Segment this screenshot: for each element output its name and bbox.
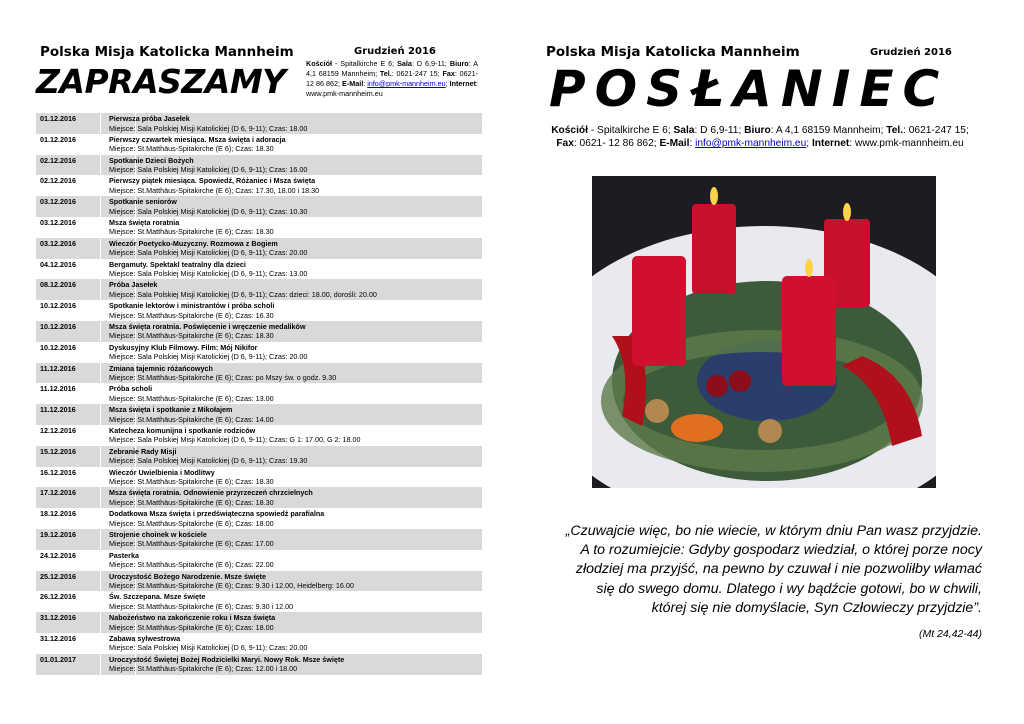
event-place-time: Miejsce: St.Matthäus-Spitakirche (E 6); Czas: 18.30 [109, 477, 274, 487]
label-kosciol-r: Kościół [551, 125, 588, 136]
walnut-1 [645, 399, 669, 423]
ornament-2 [729, 370, 751, 392]
schedule-row [36, 113, 482, 134]
schedule-row [36, 383, 482, 404]
advent-wreath-photo [592, 176, 936, 488]
left-heading: ZAPRASZAMY [36, 62, 286, 101]
schedule-row [36, 155, 482, 176]
event-title: Strojenie choinek w kościele [109, 529, 207, 539]
left-month: Grudzień 2016 [354, 46, 436, 57]
event-place-time: Miejsce: Sala Polskiej Misji Katolickiej (D 6, 9-11); Czas: 10.30 [109, 206, 308, 216]
schedule-row [36, 633, 482, 654]
event-place-time: Miejsce: St.Matthäus-Spitakirche (E 6); Czas: 17.00 [109, 539, 274, 549]
schedule-row [36, 300, 482, 321]
walnut-2 [758, 419, 782, 443]
event-date: 02.12.2016 [40, 176, 76, 186]
event-place-time: Miejsce: Sala Polskiej Misji Katolickiej (D 6, 9-11); Czas: 16.00 [109, 165, 308, 175]
event-place-time: Miejsce: St.Matthäus-Spitakirche (E 6); Czas: po Mszy św. o godz. 9.30 [109, 373, 337, 383]
event-date: 02.12.2016 [40, 155, 76, 165]
schedule-row [36, 529, 482, 550]
event-date: 08.12.2016 [40, 280, 76, 290]
label-email-r: E-Mail [659, 138, 690, 149]
event-place-time: Miejsce: St.Matthäus-Spitakirche (E 6); Czas: 18.30 [109, 227, 274, 237]
event-place-time: Miejsce: St.Matthäus-Spitakirche (E 6); Czas: 9.30 i 12.00 [109, 601, 294, 611]
event-title: Katecheza komunijna i spotkanie rodziców [109, 425, 256, 435]
event-title: Pierwszy czwartek miesiąca. Msza święta i adoracja [109, 134, 286, 144]
value-internet: : www.pmk-mannheim.eu [306, 79, 478, 98]
event-place-time: Miejsce: St.Matthäus-Spitakirche (E 6); Czas: 9.30 i 12.00, Heidelberg: 16.00 [109, 581, 354, 591]
schedule-row [36, 487, 482, 508]
event-place-time: Miejsce: Sala Polskiej Misji Katolickiej (D 6, 9-11); Czas: 20.00 [109, 643, 308, 653]
event-title: Wieczór Poetycko-Muzyczny. Rozmowa z Bogiem [109, 238, 278, 248]
value-internet-r: : www.pmk-mannheim.eu [849, 138, 964, 149]
event-date: 10.12.2016 [40, 342, 76, 352]
event-date: 25.12.2016 [40, 571, 76, 581]
bible-reference: (Mt 24,42-44) [918, 628, 982, 640]
event-date: 16.12.2016 [40, 467, 76, 477]
event-title: Dyskusyjny Klub Filmowy. Film: Mój Nikifor [109, 342, 258, 352]
candle-front-left [632, 256, 686, 366]
value-kosciol-r: - Spitalkirche E 6; [587, 125, 671, 136]
event-date: 03.12.2016 [40, 197, 76, 207]
flame-3 [805, 259, 813, 277]
event-place-time: Miejsce: Sala Polskiej Misji Katolickiej (D 6, 9-11); Czas: 19.30 [109, 456, 308, 466]
schedule-row [36, 259, 482, 280]
schedule-row [36, 279, 482, 300]
value-biuro: : A 4,1 68159 Mannheim; [306, 59, 478, 78]
ornament-1 [706, 375, 728, 397]
schedule-row [36, 425, 482, 446]
event-date: 19.12.2016 [40, 529, 76, 539]
value-fax: : 0621- 12 86 862; [306, 69, 478, 88]
event-place-time: Miejsce: St.Matthäus-Spitakirche (E 6); Czas: 18.00 [109, 622, 274, 632]
value-fax-r: : 0621- 12 86 862; [573, 138, 657, 149]
schedule-row [36, 321, 482, 342]
event-date: 31.12.2016 [40, 633, 76, 643]
event-date: 10.12.2016 [40, 301, 76, 311]
event-date: 17.12.2016 [40, 488, 76, 498]
candle-back-left [692, 204, 736, 294]
email-link-r[interactable]: info@pmk-mannheim.eu [695, 138, 807, 149]
event-place-time: Miejsce: Sala Polskiej Misji Katolickiej (D 6, 9-11); Czas: 20.00 [109, 352, 308, 362]
event-place-time: Miejsce: St.Matthäus-Spitakirche (E 6); Czas: 16.30 [109, 310, 274, 320]
schedule-row [36, 363, 482, 384]
left-contact-block: Kościół - Spitalkirche E 6; Sala: D 6,9-11; Biuro: A 4,1 68159 Mannheim; Tel.: 0621-247 15; Fax: 0621- 12 86 862; E-Mail: info@pmk-mannheim.eu; Internet: www.pmk-mannheim.eu [306, 59, 478, 98]
value-tel: : 0621-247 15; [391, 69, 440, 78]
label-internet: Internet [449, 79, 476, 88]
email-link[interactable]: info@pmk-mannheim.eu [367, 79, 446, 88]
event-title: Msza święta i spotkanie z Mikołajem [109, 405, 233, 415]
schedule-row [36, 238, 482, 259]
event-place-time: Miejsce: St.Matthäus-Spitakirche (E 6); Czas: 13.00 [109, 393, 274, 403]
event-title: Uroczystość Bożego Narodzenie. Msze święte [109, 571, 266, 581]
event-place-time: Miejsce: St.Matthäus-Spitakirche (E 6); Czas: 18.30 [109, 497, 274, 507]
event-date: 11.12.2016 [40, 384, 76, 394]
event-place-time: Miejsce: St.Matthäus-Spitakirche (E 6); Czas: 12.00 i 18.00 [109, 664, 298, 674]
event-place-time: Miejsce: Sala Polskiej Misji Katolickiej (D 6, 9-11); Czas: 20.00 [109, 248, 308, 258]
schedule-row [36, 342, 482, 363]
event-title: Dodatkowa Msza święta i przedświąteczna spowiedź parafialna [109, 509, 325, 519]
event-place-time: Miejsce: Sala Polskiej Misji Katolickiej (D 6, 9-11); Czas: 13.00 [109, 269, 308, 279]
event-title: Spotkanie Dzieci Bożych [109, 155, 194, 165]
event-date: 04.12.2016 [40, 259, 76, 269]
schedule-row [36, 550, 482, 571]
event-date: 11.12.2016 [40, 363, 76, 373]
event-date: 12.12.2016 [40, 425, 76, 435]
event-title: Św. Szczepana. Msze święte [109, 592, 206, 602]
event-title: Msza święta roratnia [109, 217, 180, 227]
event-title: Msza święta roratnia. Poświęcenie i wręczenie medalików [109, 321, 306, 331]
event-title: Próba scholi [109, 384, 153, 394]
event-date: 01.01.2017 [40, 654, 76, 664]
schedule-row [36, 508, 482, 529]
event-title: Pierwsza próba Jasełek [109, 114, 190, 123]
event-title: Bergamuty. Spektakl teatralny dla dzieci [109, 259, 246, 269]
event-title: Spotkanie seniorów [109, 197, 177, 207]
event-date: 03.12.2016 [40, 217, 76, 227]
event-title: Pierwszy piątek miesiąca. Spowiedź, Różaniec i Msza święta [109, 176, 316, 186]
bible-quote: „Czuwajcie więc, bo nie wiecie, w którym dniu Pan wasz przyjdzie. A to rozumiejcie: Gdyby gospodarz wiedział, o której porze nocy złodziej ma przyjść, na pewno by czuwał i nie pozwoliłby włamać się do swego domu. Dlatego i wy bądźcie gotowi, bo w chwili, której się nie domyślacie, Syn Człowieczy przyjdzie”. [565, 523, 982, 616]
schedule-row [36, 571, 482, 592]
event-title: Zabawa sylwestrowa [109, 633, 181, 643]
event-title: Nabożeństwo na zakończenie roku i Msza święta [109, 613, 276, 623]
label-internet-r: Internet [811, 138, 850, 149]
right-month: Grudzień 2016 [870, 47, 952, 58]
event-date: 18.12.2016 [40, 509, 76, 519]
event-date: 11.12.2016 [40, 405, 76, 415]
event-title: Zebranie Rady Misji [109, 446, 177, 456]
schedule-row [36, 591, 482, 612]
event-title: Zmiana tajemnic różańcowych [109, 363, 213, 373]
value-kosciol: - Spitalkirche E 6; [334, 59, 395, 68]
label-sala: Sala [397, 59, 412, 68]
event-date: 15.12.2016 [40, 446, 76, 456]
value-sala-r: : D 6,9-11; [694, 125, 742, 136]
label-tel: Tel. [379, 69, 392, 78]
schedule-row [36, 404, 482, 425]
label-sala-r: Sala [673, 125, 695, 136]
schedule-row [36, 196, 482, 217]
event-date: 26.12.2016 [40, 592, 76, 602]
event-date: 24.12.2016 [40, 550, 76, 560]
event-date: 01.12.2016 [40, 134, 76, 144]
schedule-row [36, 612, 482, 633]
event-title: Wieczór Uwielbienia i Modlitwy [109, 467, 215, 477]
event-place-time: Miejsce: Sala Polskiej Misji Katolickiej (D 6, 9-11); Czas: dzieci: 18.00, dorośli: 20.00 [109, 289, 377, 299]
event-date: 31.12.2016 [40, 613, 76, 623]
event-place-time: Miejsce: St.Matthäus-Spitakirche (E 6); Czas: 14.00 [109, 414, 274, 424]
label-email: E-Mail [342, 79, 364, 88]
event-title: Uroczystość Świętej Bożej Rodzicielki Maryi. Nowy Rok. Msze święte [109, 654, 345, 664]
right-contact-block: Kościół - Spitalkirche E 6; Sala: D 6,9-11; Biuro: A 4,1 68159 Mannheim; Tel.: 0621-247 15; Fax: 0621- 12 86 862; E-Mail: info@pmk-mannheim.eu; Internet: www.pmk-mannheim.eu [551, 125, 969, 149]
newsletter-title: POSŁANIEC [549, 60, 949, 118]
event-place-time: Miejsce: St.Matthäus-Spitakirche (E 6); Czas: 17.30, 18.00 i 18.30 [109, 185, 320, 195]
schedule-row [36, 175, 482, 196]
event-place-time: Miejsce: Sala Polskiej Misji Katolickiej (D 6, 9-11); Czas: 18.00 [109, 123, 308, 133]
event-schedule [36, 113, 482, 675]
flame-1 [710, 187, 718, 205]
label-tel-r: Tel. [886, 125, 904, 136]
flame-2 [843, 203, 851, 221]
schedule-row [36, 134, 482, 155]
event-title: Pasterka [109, 550, 139, 560]
event-place-time: Miejsce: St.Matthäus-Spitakirche (E 6); Czas: 22.00 [109, 560, 274, 570]
event-place-time: Miejsce: St.Matthäus-Spitakirche (E 6); Czas: 18.30 [109, 144, 274, 154]
event-date: 10.12.2016 [40, 321, 76, 331]
schedule-row [36, 467, 482, 488]
label-kosciol: Kościół [306, 59, 332, 68]
event-title: Msza święta roratnia. Odnowienie przyrzeczeń chrzcielnych [109, 488, 313, 498]
orange-slice [671, 414, 723, 442]
schedule-row [36, 217, 482, 238]
value-tel-r: : 0621-247 15; [903, 125, 969, 136]
right-org-name: Polska Misja Katolicka Mannheim [546, 44, 800, 60]
event-title: Spotkanie lektorów i ministrantów i próba scholi [109, 301, 275, 311]
label-biuro: Biuro [449, 59, 469, 68]
value-biuro-r: : A 4,1 68159 Mannheim; [770, 125, 884, 136]
candle-front-right [782, 276, 836, 386]
event-date: 01.12.2016 [40, 114, 76, 123]
left-org-name: Polska Misja Katolicka Mannheim [40, 44, 294, 60]
label-biuro-r: Biuro [744, 125, 771, 136]
event-place-time: Miejsce: St.Matthäus-Spitakirche (E 6); Czas: 18.00 [109, 518, 274, 528]
event-place-time: Miejsce: St.Matthäus-Spitakirche (E 6); Czas: 18.30 [109, 331, 274, 341]
event-date: 03.12.2016 [40, 238, 76, 248]
label-fax-r: Fax [556, 138, 574, 149]
event-place-time: Miejsce: Sala Polskiej Misji Katolickiej (D 6, 9-11); Czas: G 1: 17.00, G 2: 18.00 [109, 435, 361, 445]
schedule-row [36, 654, 482, 675]
schedule-row [36, 446, 482, 467]
event-title: Próba Jasełek [109, 280, 158, 290]
value-sala: : D 6,9-11; [411, 59, 447, 68]
label-fax: Fax [442, 69, 455, 78]
